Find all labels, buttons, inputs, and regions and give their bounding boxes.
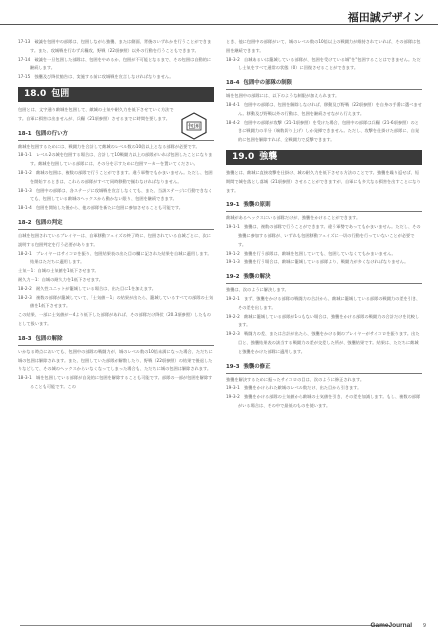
rule-18-1-1: 18-1-1 レベル2の城を包囲する場合は、合計して10戦闘力以上の部隊がいれば包囲したことになります。敵城を包囲している部隊には、その分を示すために包囲マーカーを置いてください。 (18, 152, 213, 167)
page-number: 9 (422, 623, 426, 629)
subsection-18-4-title: 包囲中の部隊の制限 (243, 80, 293, 87)
rule-18-3-1-cont: とき、他に包囲中の部隊がいて、城のレベル数の10倍以上の戦闘力が維持されていれば、その部隊は包囲を継続できます。 (226, 39, 421, 53)
rule-17-15: 17-15 強襲及び降伏勧告は、実施する前に攻城戦を宣言しなければなりません。 (18, 74, 174, 80)
rule-18-4-1: 18-4-1 包囲中の部隊は、包囲を解除しなければ、移動及び野戦（22項参照）を自身の手番に選べません。移動及び野戦以外の行動は、包囲を継続させながら行えます。 (226, 101, 422, 116)
result-durability: 耐久力－1：自城の耐久力を1低下させます。 (18, 276, 103, 282)
rule-19-3-1: 19-3-1 強襲をかけられた敵城のレベル数だけ、出た目から引きます。 (226, 385, 362, 391)
siege-marker-icon (180, 112, 208, 140)
rule-19-2-intro: 強襲は、次のように解決します。 (226, 287, 289, 293)
rule-19-2-2: 19-2-2 敵城に籠城している部隊が1つもない場合は、強襲をかける部隊の戦闘力の合計だけを比較します。 (226, 313, 420, 328)
rule-19-3-intro: 強襲を解決するために振ったサイコロの目は、次のように修正されます。 (226, 376, 365, 382)
left-column (18, 38, 214, 392)
section-18-intro-text: 包囲とは、文字通り敵城を包囲して、敵城の士気や耐久力を低下させていく方法です。自軍に損害は出ませんが、兵糧（21項参照）させるまでに時間を要します。 (18, 106, 174, 121)
subsection-18-1-number: 18-1 (18, 130, 32, 137)
section-19-intro: 強襲とは、敵城に直接攻撃を仕掛け、城の耐久力を低下させる方法のことです。強襲を繰り返せば、短期間で城を落とし落城（21項参照）させることができますが、自軍にも多大なる損害を出すことになります。 (226, 169, 421, 193)
footer-rule (20, 625, 390, 626)
section-18-title: 包囲 (51, 88, 70, 99)
rule-19-2-3: 19-2-3 戦闘力の差、または合計が出たら、強襲をかける側のプレイヤーがサイコロを振ります。出た目と、強襲結果表の該当する戦闘力の差が交差した所が、強襲結果です。結果は、ただちに敵城と強襲をかけた部隊に適用します。 (226, 331, 420, 354)
subsection-19-2-heading (226, 273, 422, 284)
subsection-18-2-number: 18-2 (18, 219, 32, 226)
rule-19-1-1: 19-1-1 強襲は、複数の部隊で行うことができます。違う軍勢であってもかまいません。ただし、その強襲に参加する部隊が、いずれも包囲移動フェイズに一切の行動を行っていないことが必要です。 (226, 224, 421, 247)
rule-18-2-2: 18-2-2 耐久性ユニットが籠城している場合は、出た目に1を加えます。 (18, 285, 157, 291)
section-19-title: 強襲 (259, 151, 278, 162)
subsection-18-3-heading (18, 335, 214, 346)
subsection-18-4-number: 18-4 (226, 80, 240, 87)
rule-18-4-2: 18-4-2 包囲中の部隊が攻撃（21-1項参照）を受けた場合、包囲中の部隊は兵糧（21-6項参照）のときに戦闘力の半分（端数切り上げ）しか発揮できません。ただし、攻撃を仕掛けた部隊に、自発的に包囲を解除すれば、全戦闘力で反撃できます。 (226, 119, 420, 143)
subsection-18-2-title: 包囲の判定 (35, 219, 63, 226)
result-morale: 士気－1：自城の士気値を1低下させます。 (18, 268, 99, 274)
section-19-number: 19.0 (232, 151, 255, 162)
header-title: 福田誠デザイン (347, 11, 424, 24)
rule-17-13: 17-13 破滅を包囲中の部隊は、包囲しながら強襲、または側面、背後のいずれかを行うことができます。また、攻城戦を行わず兵糧攻、野戦（22項参照）以外の行動を行うこともできます。 (18, 39, 212, 53)
subsection-19-1-title: 強襲の原則 (243, 202, 271, 209)
subsection-19-3-heading (226, 363, 422, 374)
rule-18-3-1: 18-3-1 城を包囲している部隊が自発的に包囲を解除することも可能です。部隊の一部が包囲を解除することも可能です。この (18, 375, 213, 389)
rule-19-2-1: 19-2-1 まず、強襲をかける部隊の戦闘力の合計から、敵城に籠城している部隊の戦闘力の差を引き、その差を出します。 (226, 295, 421, 310)
game-journal-logo: GameJournal (370, 622, 412, 629)
rule-19-1-3: 19-1-3 強襲を行う場合は、敵城に籠城している部隊より、戦闘力が多くなければなりません。 (226, 259, 409, 265)
svg-text:包囲: 包囲 (187, 123, 201, 131)
rule-18-1-3: 18-1-3 包囲中の部隊は、各ステージに攻城戦を宣言しなくても、また、当該ステージに行動できなくても、包囲している敵城のヘックスから動かない限り、包囲を継続できます。 (18, 187, 213, 202)
rule-18-2-1: 18-2-1 プレイヤーはサイコロを振り、包囲結果表の出た目の欄に記された結果を自城に適用します。結果はただちに適用します。 (18, 250, 212, 265)
section-19-heading (226, 150, 422, 165)
rule-18-1-4: 18-1-4 包囲を開始した後から、他の部隊を新たに包囲に参加させることも可能です。 (18, 205, 183, 211)
section-18-intro (18, 106, 214, 131)
rule-18-2-3-note: この結果、一部に士気値がー4より低下した部隊があれば、その部隊だけ降伏（20.3項参照）したものとして扱います。 (18, 312, 212, 326)
rule-18-3-intro: いかなる時点においても、包囲中の部隊の戦闘力が、城のレベル数の10倍未満になった場合、ただちに城の包囲は解除されます。また、包囲していた部隊が解散したり、野戦（22項参照）の結果で後退したりなどして、その城のヘックスからいなくなってしまった場合も、ただちに城の包囲は解除されます。 (18, 348, 213, 372)
subsection-18-1-title: 包囲の行い方 (35, 130, 68, 137)
section-18-number: 18.0 (24, 88, 47, 99)
subsection-19-3-title: 強襲の修正 (243, 363, 271, 370)
rule-17-14: 17-14 破滅を一旦包囲した部隊は、包囲をやめるか、包囲が不可能となるまで、その包囲は自動的に継続します。 (18, 56, 212, 71)
subsection-19-1-number: 19-1 (226, 202, 240, 209)
rule-18-2-intro: 自城を包囲されているプレイヤーは、自軍移動フェイズの終了時に、包囲されている自城ごとに、次に説明する包囲判定を行う必要があります。 (18, 232, 211, 247)
rule-18-1-intro: 敵城を包囲するためには、戦闘力を合計して敵城のレベル数の10倍以上となる部隊が必要です。 (18, 143, 200, 149)
subsection-18-3-number: 18-3 (18, 335, 32, 342)
rule-18-2-3: 18-2-3 複数の部隊が籠城していて、「士気値－1」の結果が出たら、籠城しているすべての部隊の士気値を1低下させます。 (18, 294, 214, 309)
section-18-heading (18, 87, 214, 102)
subsection-19-2-number: 19-2 (226, 274, 240, 281)
page-header (0, 0, 438, 26)
subsection-19-2-title: 強襲の解決 (243, 274, 271, 281)
rule-18-1-2: 18-1-2 敵城の包囲は、複数の部隊で行うことができます。違う軍勢でもかまいません。ただし、包囲を開始するときは、これらの部隊がすべて同時移動で揃わなければなりません。 (18, 169, 213, 184)
subsection-18-4-heading (226, 79, 422, 90)
subsection-19-3-number: 19-3 (226, 363, 240, 370)
subsection-18-3-title: 包囲の解除 (35, 335, 63, 342)
rule-18-3-2: 18-3-2 自城あるいは籠城している部隊が、包囲を受けている城"を"包囲することはできません。ただし士気をすべて通常の状態（0）に回復させることができます。 (226, 56, 421, 71)
right-column (226, 38, 422, 411)
subsection-19-1-heading (226, 201, 422, 212)
rule-19-3-2: 19-3-2 強襲をかける部隊の士気値から敵城の士気値を引き、その差を加減します。もし、複数の部隊がいる場合は、その中で最低のものを使います。 (226, 394, 421, 408)
subsection-18-2-heading (18, 219, 214, 230)
rule-18-4-intro: 城を包囲中の部隊には、以下のような制限が加えられます。 (226, 93, 340, 99)
rule-19-1-intro: 敵城があるヘックスにいる部隊だけが、強襲をかけることができます。 (226, 215, 361, 221)
rule-19-1-2: 19-1-2 強襲を行う部隊は、敵城を包囲していても、包囲していなくてもかまいません。 (226, 250, 396, 256)
header-rule (0, 24, 438, 25)
